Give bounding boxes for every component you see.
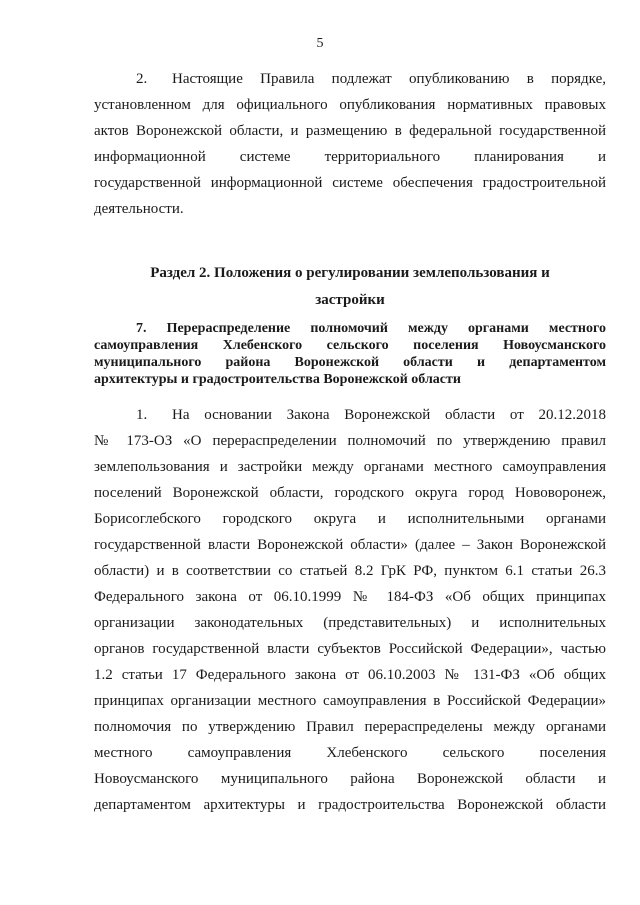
paragraph-1-line-13: полномочия по утверждению Правил перераспределены между органами [94, 719, 606, 735]
paragraph-2-number: 2. [136, 71, 148, 87]
paragraph-1-line-7: области) и в соответствии со статьей 8.2 ГрК РФ, пунктом 6.1 статьи 26.3 [94, 563, 606, 579]
paragraph-2-line-5: государственной информационной системе обеспечения градостроительной [94, 175, 606, 191]
paragraph-2-line-2: установленном для официального опубликования нормативных правовых [94, 97, 606, 113]
heading-7-line-4: архитектуры и градостроительства Воронежской области [94, 372, 461, 387]
page-number: 5 [316, 36, 324, 51]
paragraph-1-line-6: государственной власти Воронежской области» (далее – Закон Воронежской [94, 537, 606, 553]
section-title [94, 260, 606, 314]
section-title-line-2: застройки [315, 292, 385, 308]
paragraph-2-line-6: деятельности. [94, 201, 184, 217]
paragraph-1-line-4: поселений Воронежской области, городского округа город Нововоронеж, [94, 485, 606, 501]
paragraph-1-line-8: Федерального закона от 06.10.1999 № 184-ФЗ «Об общих принципах [94, 589, 606, 605]
document-body [94, 66, 606, 818]
paragraph-1-line-5: Борисоглебского городского округа и исполнительными органами [94, 511, 606, 527]
paragraph-1 [94, 402, 606, 818]
paragraph-2-line-1: 2. Настоящие Правила подлежат опубликованию в порядке, [94, 66, 606, 92]
paragraph-2 [94, 66, 606, 222]
paragraph-1-line-1: 1. На основании Закона Воронежской области от 20.12.2018 [94, 402, 606, 428]
paragraph-1-line-16: департаментом архитектуры и градостроительства Воронежской области [94, 797, 606, 813]
paragraph-1-line-2: № 173-ОЗ «О перераспределении полномочий по утверждению правил [94, 433, 606, 449]
heading-7-line-1: 7. Перераспределение полномочий между органами местного [136, 321, 606, 336]
heading-7-line-3: муниципального района Воронежской области и департаментом [94, 355, 606, 370]
paragraph-1-number: 1. [136, 407, 148, 423]
heading-7 [94, 320, 606, 388]
paragraph-1-line-3: землепользования и застройки между органами местного самоуправления [94, 459, 606, 475]
paragraph-2-line-4: информационной системе территориального планирования и [94, 149, 606, 165]
paragraph-1-line-10: органов государственной власти субъектов Российской Федерации», частью [94, 641, 606, 657]
heading-7-line-2: самоуправления Хлебенского сельского поселения Новоусманского [94, 338, 606, 353]
paragraph-2-line-3: актов Воронежской области, и размещению в федеральной государственной [94, 123, 606, 139]
section-title-line-1: Раздел 2. Положения о регулировании землепользования и [150, 265, 550, 281]
paragraph-1-line-14: местного самоуправления Хлебенского сельского поселения [94, 745, 606, 761]
paragraph-1-line-12: принципах организации местного самоуправления в Российской Федерации» [94, 693, 606, 709]
paragraph-1-line-9: организации законодательных (представительных) и исполнительных [94, 615, 606, 631]
paragraph-1-line-15: Новоусманского муниципального района Воронежской области и [94, 771, 606, 787]
paragraph-1-line-11: 1.2 статьи 17 Федерального закона от 06.10.2003 № 131-ФЗ «Об общих [94, 667, 606, 683]
